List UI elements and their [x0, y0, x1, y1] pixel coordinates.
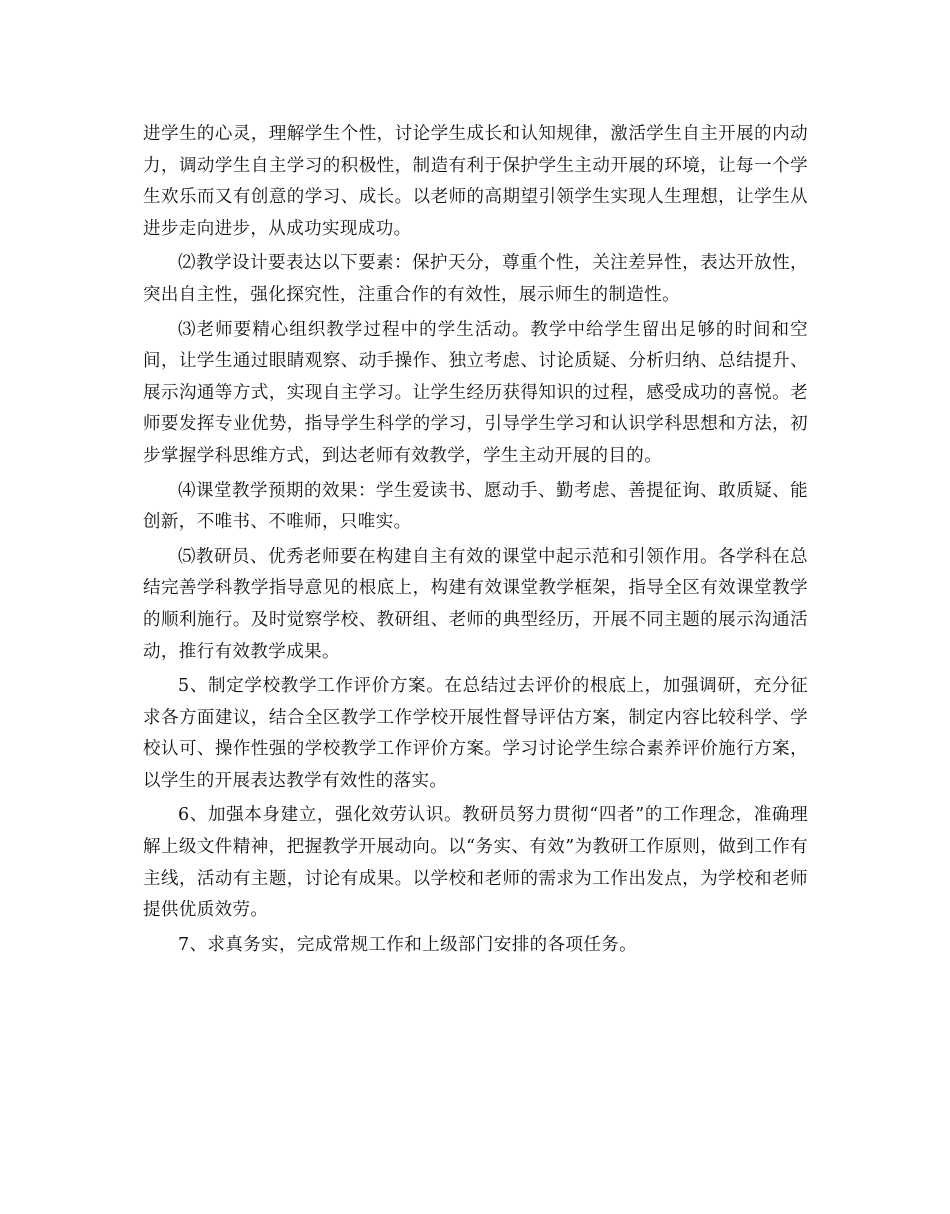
paragraph-item-2: ⑵教学设计要表达以下要素：保护天分，尊重个性，关注差异性，表达开放性，突出自主性，强化探究性，注重合作的有效性，展示师生的制造性。 [143, 253, 808, 305]
paragraph-item-5: ⑸教研员、优秀老师要在构建自主有效的课堂中起示范和引领作用。各学科在总结完善学科教学指导意见的根底上，构建有效课堂教学框架，指导全区有效课堂教学的顺利施行。及时觉察学校、教研组、老师的典型经历，开展不同主题的展示沟通活动，推行有效教学成果。 [143, 546, 808, 662]
paragraph-section-7: 7、求真务实，完成常规工作和上级部门安排的各项任务。 [178, 934, 638, 955]
paragraph-item-3: ⑶老师要精心组织教学过程中的学生活动。教学中给学生留出足够的时间和空间，让学生通过眼睛观察、动手操作、独立考虑、讨论质疑、分析归纳、总结提升、展示沟通等方式，实现自主学习。让学生经历获得知识的过程，感受成功的喜悦。老师要发挥专业优势，指导学生科学的学习，引导学生学习和认识学科思想和方法，初步掌握学科思维方式，到达老师有效教学，学生主动开展的目的。 [143, 319, 808, 466]
paragraph-section-6: 6、加强本身建立，强化效劳认识。教研员努力贯彻“四者”的工作理念，准确理解上级文件精神，把握教学开展动向。以“务实、有效”为教研工作原则，做到工作有主线，活动有主题，讨论有成果。以学校和老师的需求为工作出发点，为学校和老师提供优质效劳。 [143, 805, 808, 921]
paragraph-continuation: 进学生的心灵，理解学生个性，讨论学生成长和认知规律，激活学生自主开展的内动力，调动学生自主学习的积极性，制造有利于保护学生主动开展的环境，让每一个学生欢乐而又有创意的学习、成长。以老师的高期望引领学生实现人生理想，让学生从进步走向进步，从成功实现成功。 [143, 124, 808, 239]
document-body [143, 119, 808, 964]
paragraph-item-4: ⑷课堂教学预期的效果：学生爱读书、愿动手、勤考虑、善提征询、敢质疑、能创新，不唯书、不唯师，只唯实。 [143, 480, 808, 533]
paragraph-section-5: 5、制定学校教学工作评价方案。在总结过去评价的根底上，加强调研，充分征求各方面建议，结合全区教学工作学校开展性督导评估方案，制定内容比较科学、学校认可、操作性强的学校教学工作评价方案。学习讨论学生综合素养评价施行方案，以学生的开展表达教学有效性的落实。 [143, 676, 808, 791]
